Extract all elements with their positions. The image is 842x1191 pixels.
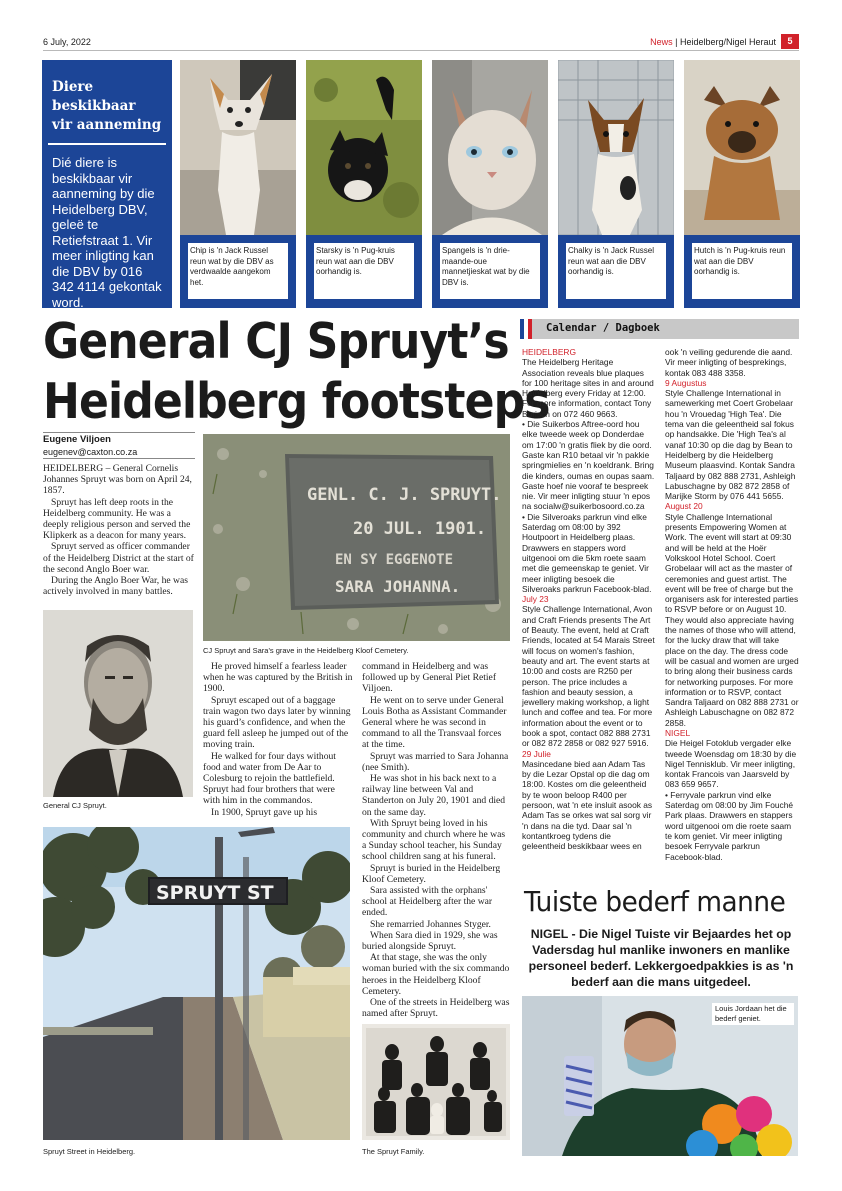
paragraph: One of the streets in Heidelberg was named after Spruyt.	[362, 997, 510, 1020]
portrait-photo	[43, 610, 193, 797]
article-headline	[43, 312, 550, 432]
paragraph: In 1900, Spruyt gave up his	[211, 806, 318, 818]
flag-stripe	[528, 319, 532, 339]
headline-line: Heidelberg footsteps	[43, 373, 550, 430]
grave-line: 20 JUL. 1901.	[353, 519, 487, 539]
pet-caption: Chalky is 'n Jack Russel reun wat aan die DBV oorhandig is.	[566, 243, 666, 299]
pet-caption-box	[684, 235, 800, 308]
pet-card-chip	[180, 60, 296, 308]
cat-photo	[432, 60, 548, 235]
grave-line: GENL. C. J. SPRUYT.	[307, 485, 502, 505]
paragraph: He walked for four days without food and water from De Aar to Colesburg to rejoin the battlefield. Spruyt had four brothers that were with him in the commandos.	[203, 750, 336, 807]
paragraph: During the Anglo Boer War, he was actively involved in many battles.	[43, 575, 188, 598]
pet-caption-box	[180, 235, 296, 308]
grave-line: EN SY EGGENOTE	[335, 552, 454, 568]
paragraph: She remarried Johannes Styger.	[370, 918, 491, 930]
portrait-caption: General CJ Spruyt.	[43, 801, 107, 810]
calendar-entry: • Die Silveroaks parkrun vind elke Saterdag om 08:00 by 392 Houtpoort in Heidelberg plaas. Drawwers en stappers word uitgenooi om die 5km roete saam met die gemeenskap te geniet. Vir meer inligting besoek die Silveroaks parkrun Facebook-blad.	[522, 511, 652, 594]
adoption-panel	[42, 60, 172, 308]
adoption-title-line: vir aanneming	[52, 117, 162, 133]
paragraph: When Sara died in 1929, she was buried alongside Spruyt.	[362, 929, 498, 953]
paragraph: With Spruyt being loved in his community and church where he was a Sunday school teacher, his Sunday school children sang at his funeral.	[362, 817, 506, 863]
byline-author: Eugene Viljoen	[43, 434, 111, 445]
grave-caption: CJ Spruyt and Sara's grave in the Heidelberg Kloof Cemetery.	[203, 646, 409, 655]
dog-photo	[558, 60, 674, 235]
calendar-entry: Die Heigel Fotoklub vergader elke tweede Woensdag om 18:30 by die Nigel Tennisklub. Vir meer inligting, kontak Francois van Jaarsveld by 083 659 9657.	[665, 738, 797, 790]
paragraph: Spruyt was married to Sara Johanna (nee Smith).	[362, 750, 509, 773]
family-caption: The Spruyt Family.	[362, 1147, 425, 1156]
street-sign-text: SPRUYT ST	[156, 882, 274, 904]
pet-caption-box	[306, 235, 422, 308]
section-news: News	[650, 37, 673, 47]
grave-line: SARA JOHANNA.	[335, 577, 461, 596]
pet-caption: Starsky is 'n Pug-kruis reun wat aan die DBV oorhandig is.	[314, 243, 414, 299]
calendar-header	[520, 319, 799, 339]
byline-rule	[43, 432, 195, 433]
calendar-entry: Style Challenge International in samewerking met Coert Grobelaar hou 'n Vrouedag 'High Tea'. Die tema van die geleentheid sal fokus op handsakke. Die 'High Tea's al vanaf 10:30 op die dag by Bean to Heidelberg by die Heidelberg Museum plaasvind. Kontak Sandra Taljaard by 082 888 2731, Ashleigh Labuschagne by 082 872 2858 of Marijke Storm by 076 441 5655.	[665, 388, 796, 502]
dog-photo	[306, 60, 422, 235]
byline-email[interactable]: eugenev@caxton.co.za	[43, 447, 138, 457]
paragraph: He proved himself a fearless leader when he was captured by the British in 1900.	[203, 661, 353, 695]
dog-photo	[684, 60, 800, 235]
paragraph: HEIDELBERG – General Cornelis Johannes Spruyt was born on April 24, 1857.	[43, 463, 192, 497]
issue-date: 6 July, 2022	[43, 37, 91, 47]
calendar-entry: Masincedane bied aan Adam Tas by die Lezar Opstal op die dag om 18:00. Kostes om die geleentheid by te woon beloop R400 per persoon, wat 'n ete insluit asook as Adam Tas se orkes wat sal sorg vir 'n dans na die tyd. Daar sal 'n kontantkroeg tydens die geleentheid beskikbaar wees en	[522, 758, 653, 852]
pet-card-spangels	[432, 60, 548, 308]
calendar-column-2	[665, 347, 799, 862]
tuiste-caption: Louis Jordaan het die bederf geniet.	[712, 1003, 794, 1025]
article-column-1	[43, 463, 195, 597]
tuiste-lede: NIGEL - Die Nigel Tuiste vir Bejaardes het op Vadersdag hul manlike inwoners en manlike personeel bederf. Lekkergoedpakkies is as 'n bederf aan die mans uitgedeel.	[528, 927, 794, 989]
paragraph: He went on to serve under General Louis Botha as Assistant Commander General where he was second in command to all the Transvaal forces at the time.	[362, 694, 507, 751]
paragraph: Spruyt has left deep roots in the Heidelberg community. He was a deeply religious person and served the Klipkerk as a deacon for many years.	[43, 496, 191, 542]
pet-caption-box	[432, 235, 548, 308]
calendar-entry: The Heidelberg Heritage Association reveals blue plaques for 100 heritage sites in and around Heidelberg every Friday at 12:00. For more information, contact Tony Burisch on 072 460 9663.	[522, 357, 654, 419]
adoption-title	[52, 78, 166, 135]
calendar-entry: • Ferryvale parkrun vind elke Saterdag om 08:00 by Jim Fouché Park plaas. Drawwers en stappers word uitgenooi om die roete saam te kom geniet. Vir meer inligting besoek Ferryvale parkrun Facebook-blad.	[665, 789, 794, 862]
header-rule	[43, 50, 799, 51]
paragraph: Sara assisted with the orphans' school at Heidelberg after the war ended.	[362, 885, 493, 919]
street-photo	[43, 827, 350, 1140]
paragraph: Spruyt served as officer commander of the Heidelberg District at the start of the second Anglo Boer war.	[43, 541, 194, 575]
calendar-entry: Style Challenge International presents Empowering Women at Work. The event will start at 09:30 and will be held at the Hoër Volkskool Hotel School. Coert Grobelaar will act as the master of ceremonies and guest artist. The event will be free of charge but the organisers ask for interested parties to RSVP before or on August 10. They would also appreciate having the names of those who will attend, for the lucky draw that will take place on the day. The dress code will be casual and women are urged to bring along their business cards for networking purposes. For more information or to RSVP, contact Sandra Taljaard on 082 888 2731 or Ashleigh Labuschagne on 082 872 2858.	[665, 511, 799, 728]
calendar-entry: • Die Suikerbos Aftree-oord hou elke tweede week op Donderdae om 17:00 'n gratis fliek by die oord. Gaste kan R10 betaal vir 'n pakkie springmielies en 'n koeldrank. Bring die kinders, oumas en oupas saam. Gaste hoef nie vooraf te bespreek nie. Vir meer inligting stuur 'n epos na socialw@suikerbosoord.co.za	[522, 419, 655, 512]
paragraph: Spruyt escaped out of a baggage train wagon two days later by winning his guard’s confidence, and when the guard fell asleep he jumped out of the moving train.	[203, 694, 351, 751]
pet-card-hutch	[684, 60, 800, 308]
calendar-heading: July 23	[522, 594, 549, 605]
calendar-heading: HEIDELBERG	[522, 347, 576, 357]
pet-caption: Spangels is 'n drie-maande-oue mannetjieskat wat by die DBV is.	[440, 243, 540, 299]
paragraph: At that stage, she was the only woman buried with the six commando heroes in the Heidelberg Kloof Cemetery.	[362, 952, 510, 997]
calendar-entry: Style Challenge International, Avon and Craft Friends presents The Art of Beauty. The event, held at Craft Friends, located at 54 Marais Street will focus on women's fashion, beauty and art. The event starts at 10:00 and costs are R250 per person. The price includes a fashion and beauty session, a jewellery making workshop, a light lunch and coffee and tea. For more information about the event or to book a spot, contact 082 888 2731 or 082 872 2858 or 082 927 5916.	[522, 604, 655, 749]
section-label	[650, 37, 776, 47]
article-column-2	[203, 661, 353, 818]
dog-photo	[180, 60, 296, 235]
byline-rule	[43, 458, 195, 459]
headline-line: General CJ Spruyt’s	[43, 313, 509, 370]
calendar-column-1	[522, 347, 655, 852]
pet-card-chalky	[558, 60, 674, 308]
pet-caption: Hutch is 'n Pug-kruis reun wat aan die DBV oorhandig is.	[692, 243, 792, 299]
page-number: 5	[781, 34, 799, 49]
calendar-entry: ook 'n veiling gedurende die aand. Vir meer inligting of besprekings, kontak 083 488 3358.	[665, 347, 793, 378]
tuiste-headline: Tuiste bederf manne	[524, 885, 786, 918]
pet-caption: Chip is 'n Jack Russel reun wat by die DBV as verdwaalde aangekom het.	[188, 243, 288, 299]
family-photo	[362, 1024, 510, 1140]
street-caption: Spruyt Street in Heidelberg.	[43, 1147, 136, 1156]
calendar-heading: 9 Augustus	[665, 377, 707, 388]
pet-card-starsky	[306, 60, 422, 308]
paragraph: He was shot in his back next to a railway line between Val and Standerton on July 20, 1901 and died on the same day.	[362, 773, 506, 818]
adoption-title-line: Diere	[52, 79, 94, 95]
paragraph: command in Heidelberg and was followed up by General Piet Retief Viljoen.	[362, 661, 497, 695]
article-column-3	[362, 661, 510, 1020]
calendar-title: Calendar / Dagboek	[546, 322, 660, 334]
adoption-title-line: beskikbaar	[52, 98, 136, 114]
paragraph: Spruyt is buried in the Heidelberg Kloof Cemetery.	[362, 862, 501, 885]
grave-photo	[203, 434, 510, 641]
calendar-heading: NIGEL	[665, 727, 691, 738]
adoption-divider	[48, 143, 166, 145]
calendar-heading: 29 Julie	[522, 748, 551, 759]
pet-caption-box	[558, 235, 674, 308]
publication-name: | Heidelberg/Nigel Heraut	[675, 37, 776, 47]
adoption-body: Dié diere is beskikbaar vir aanneming by die Heidelberg DBV, geleë te Retiefstraat 1. Vir meer inligting kan die DBV by 016 342 4114 gekontak word.	[52, 155, 162, 310]
calendar-heading: August 20	[665, 501, 703, 512]
